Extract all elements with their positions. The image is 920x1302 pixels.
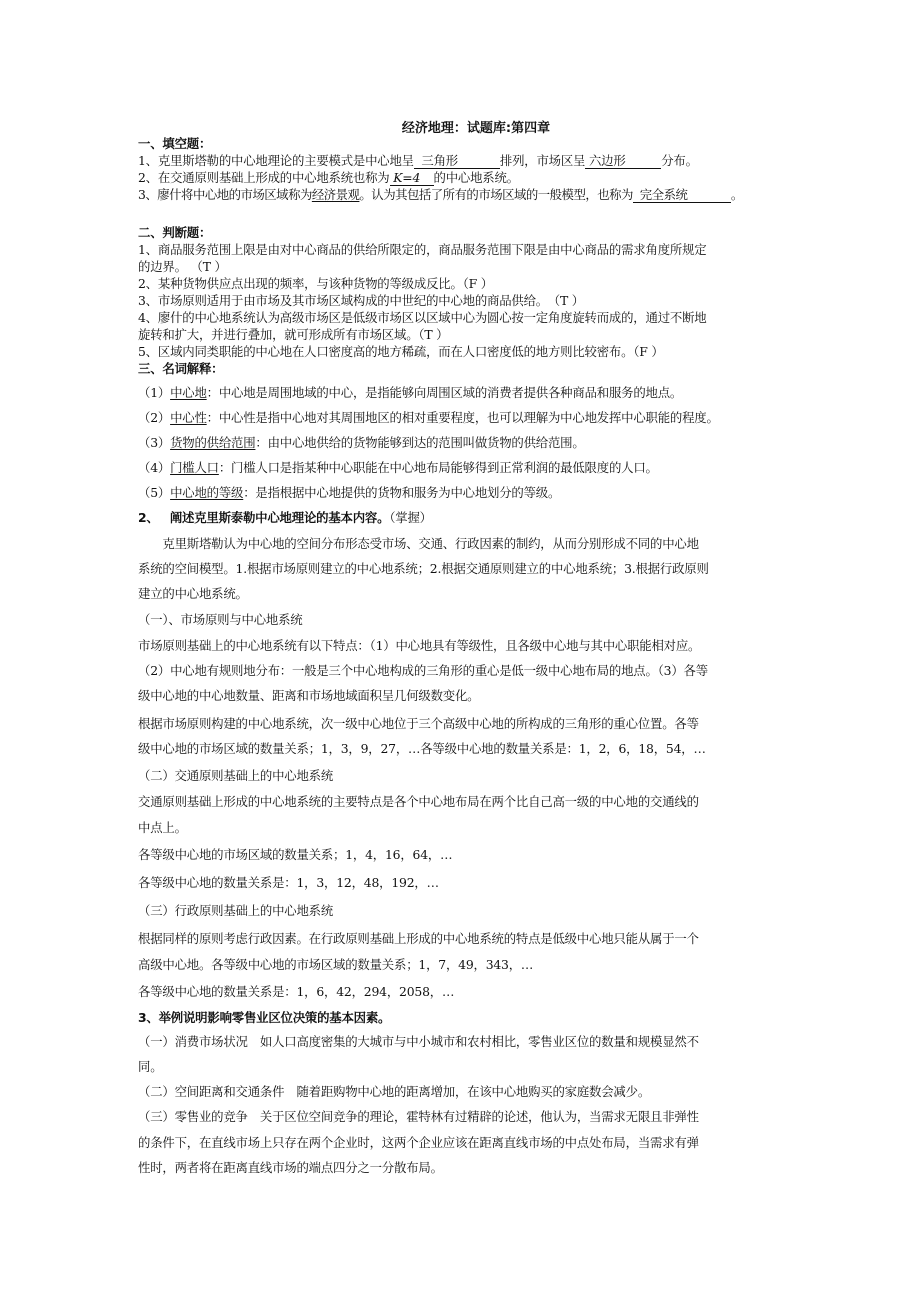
question-text: 分布。 bbox=[661, 153, 698, 168]
answer-line: 各等级中心地的数量关系是：1，6，42，294，2058，… bbox=[138, 984, 455, 999]
answer-text: 三角形 bbox=[421, 153, 458, 168]
term-item bbox=[138, 385, 682, 401]
term-number: （2） bbox=[138, 410, 171, 425]
term-item bbox=[138, 410, 719, 426]
judge-line: 的边界。 （T ） bbox=[138, 259, 227, 274]
term-number: （3） bbox=[138, 435, 171, 450]
question-text: 2、在交通原则基础上形成的中心地系统也称为 bbox=[138, 170, 390, 185]
judge-line: 2、某种货物供应点出现的频率，与该种货物的等级成反比。（F ） bbox=[138, 276, 493, 291]
answer-line: （一）消费市场状况 如人口高度密集的大城市与中小城市和农村相比，零售业区位的数量和规模显然不 bbox=[138, 1034, 699, 1049]
term-name: 门槛人口 bbox=[170, 460, 219, 475]
term-definition: ：是指根据中心地提供的货物和服务为中心地划分的等级。 bbox=[243, 485, 561, 500]
answer-line: 交通原则基础上形成的中心地系统的主要特点是各个中心地布局在两个比自己高一级的中心地的交通线的 bbox=[138, 794, 699, 809]
answer-line: 克里斯塔勒认为中心地的空间分布形态受市场、交通、行政因素的制约，从而分别形成不同的中心地 bbox=[138, 536, 699, 551]
section-heading-judge: 二、判断题： bbox=[138, 225, 212, 240]
question-text: 3、廖什将中心地的市场区域称为 bbox=[138, 187, 312, 202]
answer-line: 各等级中心地的市场区域的数量关系；1，4，16，64，… bbox=[138, 847, 453, 862]
term-item bbox=[138, 485, 560, 501]
answer-line: 建立的中心地系统。 bbox=[138, 586, 248, 601]
term-definition: ：门槛人口是指某种中心职能在中心地布局能够得到正常利润的最低限度的人口。 bbox=[218, 460, 658, 475]
answer-text: 经济景观 bbox=[311, 187, 360, 202]
section-heading-fill: 一、填空题： bbox=[138, 136, 212, 151]
question-note: （掌握） bbox=[389, 510, 432, 525]
section-heading-terms: 三、名词解释： bbox=[138, 361, 224, 376]
answer-text: K=4 bbox=[393, 170, 421, 185]
question-text: 。认为其包括了所有的市场区域的一般模型，也称为 bbox=[359, 187, 633, 202]
judge-line: 5、区域内同类职能的中心地在人口密度高的地方稀疏，而在人口密度低的地方则比较密布。（F ） bbox=[138, 344, 664, 359]
answer-line: 的条件下，在直线市场上只存在两个企业时，这两个企业应该在距离直线市场的中点处布局，当需求有弹 bbox=[138, 1135, 699, 1150]
question-text: 的中心地系统。 bbox=[433, 170, 519, 185]
answer-line: 高级中心地。各等级中心地的市场区域的数量关系；1，7，49，343，… bbox=[138, 957, 534, 972]
answer-line: 级中心地的市场区域的数量关系；1，3，9，27，…各等级中心地的数量关系是：1，2，6，18，54，… bbox=[138, 741, 706, 756]
judge-line: 4、廖什的中心地系统认为高级市场区是低级市场区以区域中心为圆心按一定角度旋转而成的，通过不断地 bbox=[138, 310, 707, 325]
answer-line: 各等级中心地的数量关系是：1，3，12，48，192，… bbox=[138, 875, 439, 890]
term-definition: ：由中心地供给的货物能够到达的范围叫做货物的供给范围。 bbox=[255, 435, 585, 450]
term-number: （1） bbox=[138, 385, 171, 400]
term-name: 中心地的等级 bbox=[170, 485, 244, 500]
question-text: 。 bbox=[730, 187, 743, 202]
answer-line: 市场原则基础上的中心地系统有以下特点：（1）中心地具有等级性，且各级中心地与其中心职能相对应。 bbox=[138, 638, 701, 653]
answer-line: （三）零售业的竞争 关于区位空间竞争的理论，霍特林有过精辟的论述，他认为，当需求无限且非弹性 bbox=[138, 1109, 699, 1124]
page-title: 经济地理：试题库:第四章 bbox=[401, 121, 551, 136]
term-number: （4） bbox=[138, 460, 171, 475]
question-2-heading bbox=[138, 510, 432, 526]
term-definition: ：中心地是周围地域的中心，是指能够向周围区域的消费者提供各种商品和服务的地点。 bbox=[206, 385, 683, 400]
answer-line: 性时，两者将在距离直线市场的端点四分之一分散布局。 bbox=[138, 1160, 443, 1175]
answer-blank bbox=[390, 171, 434, 186]
question-number: 2、 bbox=[138, 510, 159, 525]
fill-question-2 bbox=[138, 170, 519, 186]
answer-line: （2）中心地有规则地分布：一般是三个中心地构成的三角形的重心是低一级中心地布局的地点。（3）各等 bbox=[138, 663, 708, 678]
judge-line: 1、商品服务范围上限是由对中心商品的供给所限定的，商品服务范围下限是由中心商品的需求角度所规定 bbox=[138, 242, 707, 257]
question-3-heading: 3、举例说明影响零售业区位决策的基本因素。 bbox=[138, 1010, 391, 1025]
answer-line: 根据市场原则构建的中心地系统，次一级中心地位于三个高级中心地的所构成的三角形的重心位置。各等 bbox=[138, 716, 699, 731]
answer-line: 系统的空间模型。1.根据市场原则建立的中心地系统；2.根据交通原则建立的中心地系统；3.根据行政原则 bbox=[138, 561, 709, 576]
answer-blank bbox=[585, 154, 661, 169]
subsection-heading: （一）、市场原则与中心地系统 bbox=[138, 612, 303, 627]
answer-line: 中点上。 bbox=[138, 820, 187, 835]
answer-text: 完全系统 bbox=[639, 187, 688, 202]
question-text: 排列，市场区呈 bbox=[499, 153, 586, 168]
fill-question-1 bbox=[138, 153, 698, 169]
answer-line: 同。 bbox=[138, 1059, 163, 1074]
answer-text: 六边形 bbox=[588, 153, 626, 168]
judge-line: 3、市场原则适用于由市场及其市场区域构成的中世纪的中心地的商品供给。 （T ） bbox=[138, 293, 584, 308]
answer-blank bbox=[414, 154, 500, 169]
answer-line: 根据同样的原则考虑行政因素。在行政原则基础上形成的中心地系统的特点是低级中心地只能从属于一个 bbox=[138, 931, 699, 946]
subsection-heading: （二）交通原则基础上的中心地系统 bbox=[138, 768, 334, 783]
term-name: 中心地 bbox=[170, 385, 207, 400]
subsection-heading: （三）行政原则基础上的中心地系统 bbox=[138, 903, 334, 918]
term-item bbox=[138, 435, 585, 451]
term-definition: ：中心性是指中心地对其周围地区的相对重要程度，也可以理解为中心地发挥中心职能的程度。 bbox=[206, 410, 719, 425]
term-number: （5） bbox=[138, 485, 171, 500]
term-item bbox=[138, 460, 658, 476]
judge-line: 旋转和扩大，并进行叠加，就可形成所有市场区域。（T ） bbox=[138, 327, 449, 342]
answer-line: 级中心地的中心地数量、距离和市场地域面积呈几何级数变化。 bbox=[138, 688, 480, 703]
answer-line: （二）空间距离和交通条件 随着距购物中心地的距离增加，在该中心地购买的家庭数会减少。 bbox=[138, 1084, 651, 1099]
term-name: 货物的供给范围 bbox=[170, 435, 256, 450]
fill-question-3 bbox=[138, 187, 743, 203]
question-text: 1、克里斯塔勒的中心地理论的主要模式是中心地呈 bbox=[138, 153, 414, 168]
term-name: 中心性 bbox=[170, 410, 207, 425]
question-title: 阐述克里斯泰勒中心地理论的基本内容。 bbox=[169, 510, 390, 525]
answer-blank bbox=[633, 188, 731, 203]
